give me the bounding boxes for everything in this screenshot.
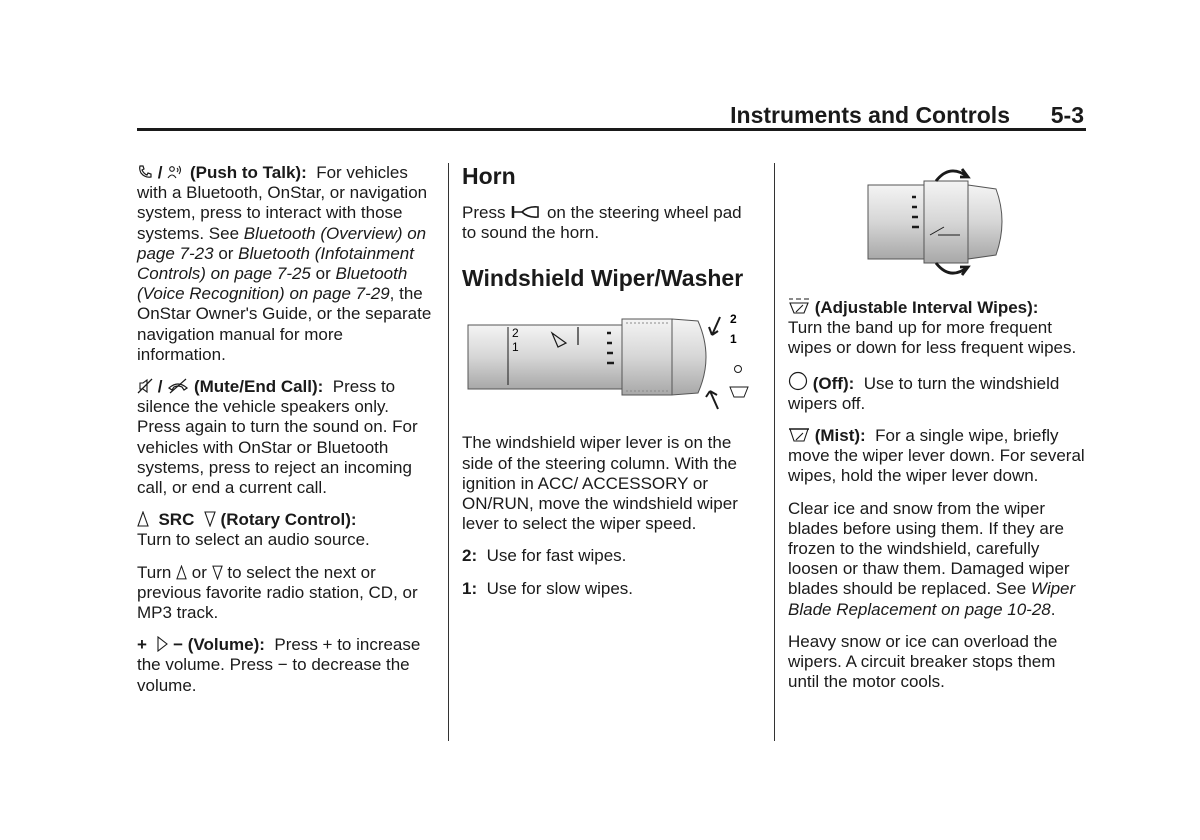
rotary-turn-text: to select the next or previous favorite radio station, CD, or MP3 track. — [137, 562, 418, 623]
horn-heading: Horn — [462, 163, 516, 189]
wiper-heading: Windshield Wiper/Washer — [462, 265, 744, 292]
fast-key: 2: — [462, 546, 478, 566]
or-text: or — [191, 562, 207, 582]
right-speed-1: 1 — [730, 332, 737, 347]
fast-wipe-item — [462, 546, 758, 566]
wiper-blade-replacement-ref[interactable]: Wiper Blade Replacement on page 10-28 — [788, 579, 1076, 619]
or-text: or — [315, 264, 331, 284]
phone-icon — [137, 164, 153, 180]
volume-label: − (Volume): — [173, 635, 265, 655]
right-speed-2: 2 — [730, 312, 737, 327]
left-speed-1: 1 — [512, 340, 519, 355]
volume-icon — [156, 636, 168, 652]
push-to-talk-text-end: , the OnStar Owner's Guide, or the separate navigation manual for more information. — [137, 284, 432, 364]
src-label: SRC — [158, 510, 195, 530]
mist-position-icon — [730, 387, 748, 397]
up-arrow-icon — [137, 511, 149, 527]
up-arrow-icon — [176, 565, 187, 580]
bluetooth-voice-ref[interactable]: Bluetooth (Voice Recognition) on page 7-29 — [137, 264, 408, 304]
horn-icon — [510, 204, 542, 220]
slow-text: Use for slow wipes. — [486, 578, 634, 598]
ice-text-end: . — [1050, 599, 1056, 619]
turn-text: Turn — [137, 562, 172, 582]
push-to-talk-paragraph: / (Push to Talk): For vehicles with a Bluetooth, OnStar, or navigation system, press to interact with those systems. See Bluetooth (Overview) on page 7-23 or Bluetooth (Infotainment Controls) on page 7-25 or Bluetooth (Voice Recognition) on page 7-29, the OnStar Owner's Guide, or the separate navigation manual for more information. — [137, 163, 432, 364]
horn-paragraph — [462, 203, 758, 243]
push-to-talk-text: For vehicles with a Bluetooth, OnStar, or navigation system, press to interact with those systems. See — [137, 163, 428, 243]
wiper-body-paragraph: The windshield wiper lever is on the side of the steering column. With the ignition in ACC/ ACCESSORY or ON/RUN, move the windshield wiper lever to select the wiper speed. — [462, 433, 738, 534]
rotary-paragraph — [137, 510, 433, 550]
off-position-icon — [735, 366, 742, 373]
ice-paragraph — [788, 499, 1088, 620]
off-text: Use to turn the windshield wipers off. — [788, 373, 1060, 413]
page-header — [137, 100, 1086, 132]
header-rule — [137, 128, 1086, 131]
interval-wipe-icon — [788, 297, 810, 315]
or-text: or — [218, 243, 234, 263]
rotary-label: (Rotary Control): — [220, 510, 357, 530]
wiper-band — [622, 319, 672, 395]
slow-wipe-item — [462, 579, 758, 599]
push-to-talk-label: (Push to Talk): — [189, 163, 307, 182]
page-number: 5-3 — [1050, 102, 1084, 128]
mist-icon — [788, 427, 810, 443]
mute-label: (Mute/End Call): — [193, 377, 324, 397]
off-label: (Off): — [812, 373, 855, 393]
off-paragraph — [788, 371, 1088, 414]
down-arrow-icon — [212, 565, 223, 580]
mist-paragraph — [788, 426, 1088, 487]
bluetooth-overview-ref[interactable]: Bluetooth (Overview) on page 7-23 — [137, 223, 427, 263]
rotary-text: Turn to select an audio source. — [137, 530, 370, 550]
column-divider-1 — [448, 163, 449, 741]
column-2 — [462, 163, 758, 607]
plus-label: + — [137, 635, 147, 655]
volume-paragraph — [137, 635, 433, 696]
rotate-down-arrow — [936, 263, 968, 275]
rotate-up-arrow — [936, 169, 968, 181]
fast-text: Use for fast wipes. — [486, 546, 627, 566]
off-icon — [788, 371, 808, 391]
left-speed-2: 2 — [512, 326, 519, 341]
end-call-icon — [167, 378, 189, 394]
adjustable-text: Turn the band up for more frequent wipes or down for less frequent wipes. — [788, 318, 1077, 358]
column-3 — [788, 163, 1088, 700]
mist-label: (Mist): — [814, 426, 866, 446]
rotary-turn-paragraph — [137, 563, 433, 624]
down-arrow-icon — [204, 511, 216, 527]
ice-text: Clear ice and snow from the wiper blades before using them. If they are frozen to the windshield, carefully loosen or thaw them. Damaged wiper blades should be replaced. See — [788, 498, 1070, 599]
mute-text: Press to silence the vehicle speakers only. Press again to turn the sound on. For vehicles with OnStar or Bluetooth systems, press to reject an incoming call, or end a current call. — [137, 377, 418, 498]
mute-paragraph: / (Mute/End Call): Press to silence the vehicle speakers only. Press again to turn the sound on. For vehicles with OnStar or Bluetooth systems, press to reject an incoming call, or end a current call. — [137, 377, 418, 498]
wiper-band-diagram — [864, 163, 1084, 283]
wiper-lever-diagram — [462, 305, 762, 421]
up-move-arrow — [709, 317, 720, 335]
bluetooth-infotainment-ref[interactable]: Bluetooth (Infotainment Controls) on page 7-25 — [137, 243, 414, 284]
mute-icon — [137, 378, 153, 394]
adjustable-interval-paragraph — [788, 297, 1088, 359]
column-1 — [137, 163, 433, 704]
heavy-snow-paragraph: Heavy snow or ice can overload the wipers. A circuit breaker stops them until the motor cools. — [788, 631, 1058, 692]
column-divider-2 — [774, 163, 775, 741]
down-move-arrow — [706, 391, 718, 409]
adjustable-label: (Adjustable Interval Wipes): — [814, 298, 1039, 317]
slow-key: 1: — [462, 578, 478, 598]
horn-text: on the steering wheel pad to sound the horn. — [462, 203, 742, 243]
press-text: Press — [462, 203, 506, 222]
section-title: Instruments and Controls — [730, 102, 1010, 128]
wiper-band — [924, 181, 968, 263]
volume-text: Press + to increase the volume. Press − to decrease the volume. — [137, 635, 421, 695]
mist-text: For a single wipe, briefly move the wiper lever down. For several wipes, hold the wiper lever down. — [788, 426, 1085, 486]
voice-icon — [167, 164, 185, 180]
